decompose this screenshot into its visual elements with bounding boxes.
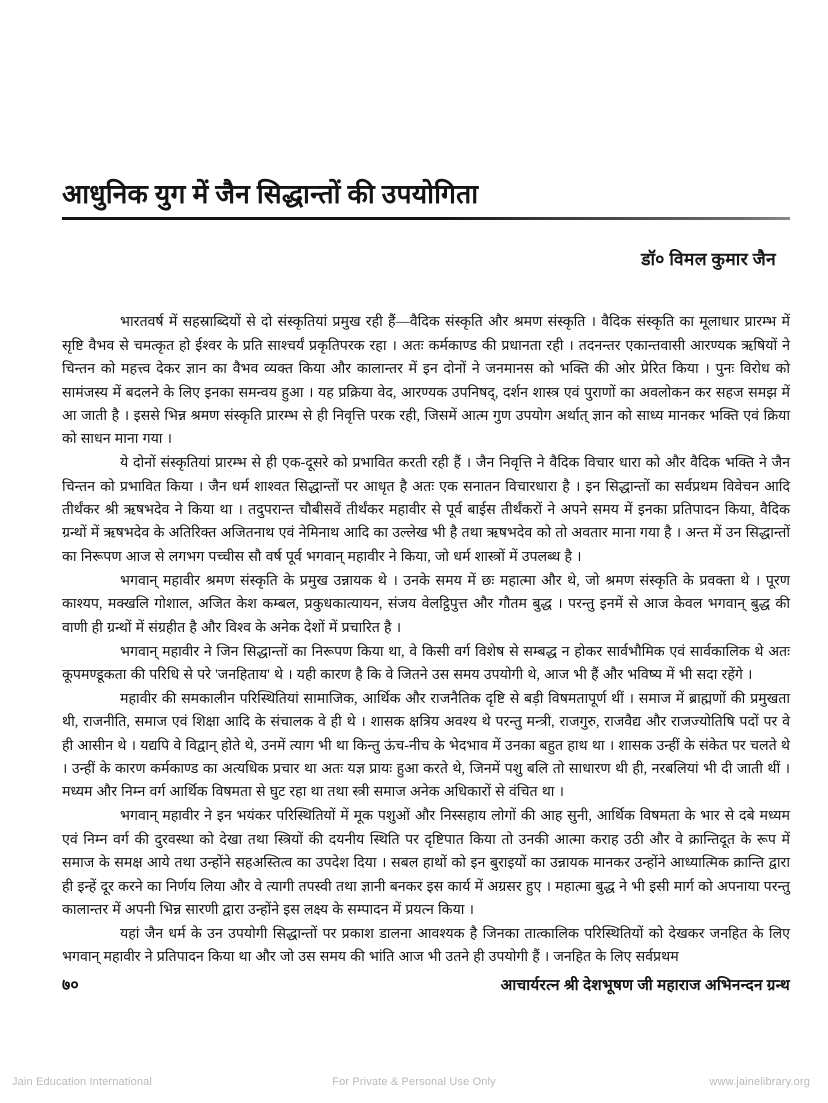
- scan-watermark-bar: [0, 1070, 828, 1094]
- article-body: [62, 311, 790, 969]
- page-number: ७०: [62, 977, 79, 994]
- body-paragraph: भगवान् महावीर श्रमण संस्कृति के प्रमुख उन्नायक थे । उनके समय में छः महात्मा और थे, जो श्रमण संस्कृति के प्रवक्ता थे । पूरण काश्यप, मक्खलि गोशाल, अजित केश कम्बल, प्रकुधकात्यायन, संजय वेलट्ठिपुत्त और गौतम बुद्ध । परन्तु इनमें से आज केवल भगवान् बुद्ध की वाणी ही ग्रन्थों में संग्रहीत है और विश्व के अनेक देशों में प्रचारित है ।: [62, 572, 790, 636]
- scan-usage-notice: For Private & Personal Use Only: [332, 1076, 496, 1088]
- title-divider: [62, 217, 790, 220]
- page-content: [62, 0, 790, 970]
- body-paragraph: भगवान् महावीर ने इन भयंकर परिस्थितियों में मूक पशुओं और निस्सहाय लोगों की आह सुनी, आर्थिक विषमता के भार से दबे मध्यम एवं निम्न वर्ग की दुरवस्था को देखा तथा स्त्रियों की दयनीय स्थिति पर दृष्टिपात किया तो उनकी आत्मा कराह उठी और वे क्रान्तिदूत के रूप में समाज के समक्ष आये तथा उन्होंने सहअस्तित्व का उपदेश दिया । सबल हाथों को इन बुराइयों का उन्नायक मानकर उन्होंने आध्यात्मिक क्रान्ति द्वारा ही इन्हें दूर करने का निर्णय लिया और वे त्यागी तपस्वी तथा ज्ञानी बनकर इस कार्य में अग्रसर हुए । महात्मा बुद्ध ने भी इसी मार्ग को अपनाया परन्तु कालान्तर में अपनी भिन्न सारणी द्वारा उन्होंने इस लक्ष्य के सम्पादन में प्रयत्न किया ।: [62, 808, 790, 918]
- body-paragraph: भगवान् महावीर ने जिन सिद्धान्तों का निरूपण किया था, वे किसी वर्ग विशेष से सम्बद्ध न होकर सार्वभौमिक एवं सार्वकालिक थे अतः कूपमण्डूकता की परिधि से परे 'जनहिताय' थे । यही कारण है कि वे जितने उस समय उपयोगी थे, आज भी हैं और भविष्य में भी सदा रहेंगे ।: [62, 643, 790, 683]
- page-footer: [62, 975, 790, 995]
- scan-website-url[interactable]: www.jainelibrary.org: [709, 1076, 810, 1088]
- body-paragraph: महावीर की समकालीन परिस्थितियां सामाजिक, आर्थिक और राजनैतिक दृष्टि से बड़ी विषमतापूर्ण थीं । समाज में ब्राह्मणों की प्रमुखता थी, राजनीति, समाज एवं शिक्षा आदि के संचालक वे ही थे । शासक क्षत्रिय अवश्य थे परन्तु मन्त्री, राजगुरु, राजवैद्य और राजज्योतिषि पदों पर वे ही आसीन थे । यद्यपि वे विद्वान् होते थे, उनमें त्याग भी था किन्तु ऊंच-नीच के भेदभाव में उनका बहुत हाथ था । शासक उन्हीं के संकेत पर चलते थे । उन्हीं के कारण कर्मकाण्ड का अत्यधिक प्रचार था अतः यज्ञ प्रायः हुआ करते थे, जिनमें पशु बलि तो साधारण थी ही, नरबलियां भी दी जाती थीं । मध्यम और निम्न वर्ग आर्थिक विषमता से घुट रहा था तथा स्त्री समाज अनेक अधिकारों से वंचित था ।: [62, 690, 790, 801]
- body-paragraph: ये दोनों संस्कृतियां प्रारम्भ से ही एक-दूसरे को प्रभावित करती रही हैं । जैन निवृत्ति ने वैदिक विचार धारा को और वैदिक भक्ति ने जैन चिन्तन को प्रभावित किया । जैन धर्म शाश्वत सिद्धान्तों पर आधृत है अतः एक सनातन विचारधारा है । इन सिद्धान्तों का सर्वप्रथम विवेचन आदि तीर्थंकर श्री ऋषभदेव ने किया था । तदुपरान्त चौबीसवें तीर्थंकर महावीर से पूर्व बाईस तीर्थंकरों ने अपने समय में इनका प्रतिपादन किया, वैदिक ग्रन्थों में ऋषभदेव के अतिरिक्त अजितनाथ एवं नेमिनाथ आदि का उल्लेख भी है तथा ऋषभदेव को तो अवतार माना गया है । अन्त में उन सिद्धान्तों का निरूपण आज से लगभग पच्चीस सौ वर्ष पूर्व भगवान् महावीर ने किया, जो धर्म शास्त्रों में उपलब्ध है ।: [62, 455, 790, 565]
- page-title: आधुनिक युग में जैन सिद्धान्तों की उपयोगिता: [62, 179, 479, 209]
- author-byline: डॉ० विमल कुमार जैन: [641, 249, 776, 270]
- running-title: आचार्यरत्न श्री देशभूषण जी महाराज अभिनन्दन ग्रन्थ: [500, 977, 790, 994]
- body-paragraph: भारतवर्ष में सहस्राब्दियों से दो संस्कृतियां प्रमुख रही हैं—वैदिक संस्कृति और श्रमण संस्कृति । वैदिक संस्कृति का मूलाधार प्रारम्भ में सृष्टि वैभव से चमत्कृत हो ईश्वर के प्रति साश्चर्यं प्रकृतिपरक रहा । अतः कर्मकाण्ड की प्रधानता रही । तदनन्तर एकान्तवासी आरण्यक ऋषियों ने चिन्तन को महत्त्व देकर ज्ञान का वैभव व्यक्त किया और कालान्तर में इन दोनों ने जनमानस को भक्ति की ओर प्रेरित किया । पुनः विरोध को सामंजस्य में बदलने के लिए इनका समन्वय हुआ । यह प्रक्रिया वेद, आरण्यक उपनिषद्, दर्शन शास्त्र एवं पुराणों का अवलोकन कर सहज समझ में आ जाती है । इससे भिन्न श्रमण संस्कृति प्रारम्भ से ही निवृत्ति परक रही, जिसमें आत्म गुण उपयोग अर्थात् ज्ञान को साध्य मानकर भक्ति एवं क्रिया को साधन माना गया ।: [62, 314, 790, 448]
- scan-source-label: Jain Education International: [12, 1076, 152, 1088]
- body-paragraph: यहां जैन धर्म के उन उपयोगी सिद्धान्तों पर प्रकाश डालना आवश्यक है जिनका तात्कालिक परिस्थितियों को देखकर जनहित के लिए भगवान् महावीर ने प्रतिपादन किया था और जो उस समय की भांति आज भी उतने ही उपयोगी हैं । जनहित के लिए सर्वप्रथम: [62, 925, 790, 966]
